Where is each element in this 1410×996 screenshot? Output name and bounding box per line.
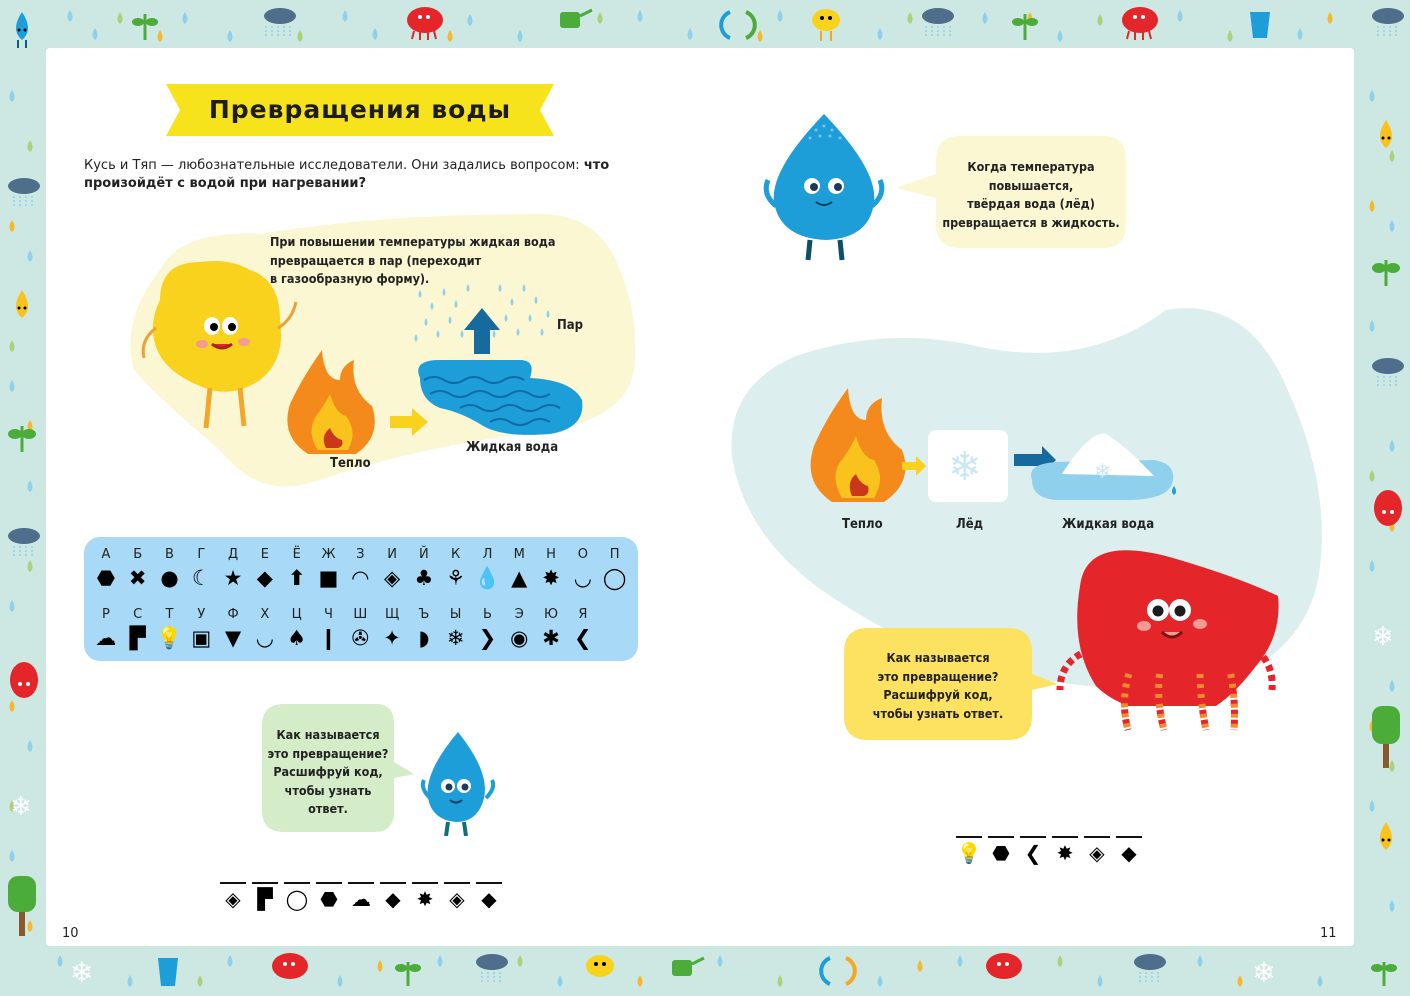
- red-character-legs: [1050, 640, 1280, 740]
- ice-snowflake-icon: ❄: [948, 444, 982, 490]
- cipher-letter: З: [356, 547, 365, 562]
- right-top-line-1: Когда температура: [967, 159, 1095, 174]
- answer-symbol-icon: ❮: [1024, 841, 1042, 865]
- right-top-bubble-text: [936, 158, 1126, 232]
- cipher-symbol-icon: ❯: [478, 626, 497, 650]
- right-top-line-2: повышается,: [988, 177, 1074, 193]
- answer-slot[interactable]: [953, 836, 985, 864]
- cipher-cell: [567, 605, 599, 651]
- cipher-letter: Н: [546, 547, 556, 562]
- cipher-cell: [217, 605, 249, 651]
- cipher-cell: [503, 605, 535, 651]
- cipher-cell: [599, 545, 631, 591]
- cipher-cell: [535, 545, 567, 591]
- cipher-letter: Ы: [449, 607, 462, 622]
- label-heat-left: Тепло: [330, 456, 371, 471]
- right-question-line-4: чтобы узнать ответ.: [872, 705, 1004, 721]
- cipher-cell: [567, 545, 599, 591]
- cipher-symbol-icon: ◉: [510, 626, 529, 650]
- cipher-letter: Л: [482, 547, 493, 562]
- answer-slot[interactable]: [281, 882, 313, 910]
- left-question-line-3: Расшифруй код,: [273, 764, 383, 779]
- cipher-symbol-icon: ☁: [95, 626, 117, 650]
- snowflake-icon-bottom-2: [1252, 956, 1275, 989]
- answer-symbol-icon: ◯: [285, 887, 309, 911]
- answer-symbol-icon: ⬣: [992, 841, 1010, 865]
- cipher-letter: К: [451, 547, 461, 562]
- cipher-letter: Ф: [227, 607, 239, 622]
- cipher-symbol-icon: ❙: [319, 626, 338, 650]
- cipher-cell: [472, 545, 504, 591]
- cipher-cell: [440, 605, 472, 651]
- answer-slot[interactable]: [985, 836, 1017, 864]
- cipher-cell: [535, 605, 567, 651]
- cipher-letter: У: [197, 607, 206, 622]
- cipher-symbol-icon: ▛: [129, 626, 146, 650]
- cipher-symbol-icon: ☾: [191, 566, 211, 590]
- answer-symbol-icon: 💡: [956, 841, 982, 865]
- cipher-cell: [408, 545, 440, 591]
- left-question-line-2: это превращение?: [267, 745, 389, 761]
- glass-icon: [1250, 12, 1270, 38]
- answer-blank-line: [412, 882, 438, 884]
- cipher-symbol-icon: ◡: [256, 626, 273, 650]
- cipher-symbol-icon: ❮: [574, 626, 592, 650]
- cipher-letter: Ь: [483, 607, 492, 622]
- cipher-cell: [440, 545, 472, 591]
- cipher-cell: [122, 545, 154, 591]
- answer-slot[interactable]: [1049, 836, 1081, 864]
- answer-slot[interactable]: [1081, 836, 1113, 864]
- snowflake-icon-left: [10, 792, 32, 822]
- svg-text:❄: ❄: [1094, 459, 1111, 483]
- answer-symbol-icon: ◈: [1089, 841, 1105, 865]
- cipher-cell: [185, 545, 217, 591]
- answer-slot[interactable]: [409, 882, 441, 910]
- cipher-symbol-icon: ✱: [542, 626, 560, 650]
- cipher-cell: [376, 605, 408, 651]
- cipher-symbol-icon: ◠: [352, 566, 369, 590]
- answer-slot[interactable]: [1113, 836, 1145, 864]
- answer-slot[interactable]: [249, 882, 281, 910]
- answer-slot[interactable]: [473, 882, 505, 910]
- cipher-symbol-icon: ▣: [191, 626, 212, 650]
- cipher-letter: Ё: [292, 547, 301, 562]
- cipher-letter: Ж: [321, 547, 336, 562]
- page-number-left: 10: [62, 926, 79, 941]
- answer-slots-left: [217, 882, 505, 910]
- answer-slot[interactable]: [441, 882, 473, 910]
- cipher-symbol-icon: ◆: [256, 566, 273, 590]
- svg-text:❄: ❄: [70, 956, 94, 989]
- cipher-letter: Я: [578, 607, 588, 622]
- cipher-letter: Ц: [291, 607, 302, 622]
- yellow-monster-icon-bottom: [586, 955, 614, 977]
- left-question-text: [262, 726, 394, 819]
- answer-blank-line: [1052, 836, 1078, 838]
- label-liquid-left: Жидкая вода: [466, 440, 559, 455]
- cipher-letter: Е: [260, 547, 269, 562]
- answer-symbol-icon: ◈: [449, 887, 465, 911]
- cipher-symbol-icon: ♠: [287, 626, 307, 650]
- red-monster-icon-bottom: [272, 953, 308, 979]
- intro-plain: Кусь и Тяп — любознательные исследователи. Они задались вопросом:: [84, 158, 584, 173]
- red-monster-icon-bottom-2: [986, 953, 1022, 979]
- answer-blank-line: [252, 882, 278, 884]
- cipher-symbol-icon: ◡: [574, 566, 591, 590]
- cipher-cell: [344, 545, 376, 591]
- cipher-table: [84, 537, 638, 661]
- page-number-right: 11: [1320, 926, 1337, 941]
- cipher-letter: Р: [101, 607, 110, 622]
- cipher-symbol-icon: 💡: [156, 626, 183, 650]
- answer-symbol-icon: ⬣: [320, 887, 338, 911]
- answer-symbol-icon: ◆: [1121, 841, 1137, 865]
- cipher-symbol-icon: ♣: [414, 566, 434, 590]
- cipher-symbol-icon: ⬣: [96, 566, 116, 590]
- glass-icon-bottom: [158, 958, 178, 986]
- cipher-cell: [472, 605, 504, 651]
- svg-text:❄: ❄: [1252, 956, 1276, 989]
- answer-blank-line: [956, 836, 982, 838]
- cipher-letter: Ъ: [418, 607, 430, 622]
- label-liquid-right: Жидкая вода: [1062, 517, 1155, 532]
- cipher-symbol-icon: ◗: [418, 626, 430, 650]
- cipher-letter: Э: [514, 607, 524, 622]
- intro-text: [84, 157, 644, 193]
- cipher-cell: [154, 545, 186, 591]
- red-monster-icon-right: [1374, 490, 1402, 526]
- answer-blank-line: [1020, 836, 1046, 838]
- cipher-cell: [313, 545, 345, 591]
- answer-symbol-icon: ◆: [385, 887, 401, 911]
- answer-blank-line: [1084, 836, 1110, 838]
- cipher-cell: [122, 605, 154, 651]
- cipher-cell: [503, 545, 535, 591]
- cipher-cell: [281, 605, 313, 651]
- svg-text:❄: ❄: [1372, 622, 1394, 652]
- page-title: Превращения воды: [208, 95, 512, 124]
- label-heat-right: Тепло: [842, 517, 883, 532]
- cipher-symbol-icon: ▲: [511, 566, 528, 590]
- snowflake-icon-bottom: [70, 956, 93, 989]
- left-question-line-1: Как называется: [276, 727, 380, 742]
- answer-symbol-icon: ◈: [225, 887, 241, 911]
- cipher-symbol-icon: ✦: [383, 626, 401, 650]
- cipher-cell: [154, 605, 186, 651]
- cipher-letter: И: [387, 547, 397, 562]
- cipher-letter: М: [513, 547, 525, 562]
- cipher-letter: О: [577, 547, 588, 562]
- svg-text:❄: ❄: [10, 792, 32, 822]
- left-question-line-4: чтобы узнать: [284, 782, 372, 798]
- answer-slot[interactable]: [377, 882, 409, 910]
- cipher-letter: Й: [419, 547, 429, 562]
- cipher-cell: [249, 545, 281, 591]
- cipher-letter: Ш: [353, 607, 368, 622]
- cipher-cell: [313, 605, 345, 651]
- answer-slot[interactable]: [345, 882, 377, 910]
- right-question-text: [848, 649, 1028, 723]
- cipher-letter: П: [609, 547, 620, 562]
- cipher-symbol-icon: ❄: [446, 626, 465, 650]
- cipher-row-2: [90, 605, 599, 651]
- cipher-letter: Д: [228, 547, 239, 562]
- left-bubble-line-1: При повышении температуры жидкая вода: [270, 234, 556, 249]
- answer-blank-line: [316, 882, 342, 884]
- cipher-row-1: [90, 545, 631, 591]
- answer-blank-line: [220, 882, 246, 884]
- small-blue-drop-character: [423, 732, 493, 836]
- cipher-letter: В: [165, 547, 174, 562]
- cipher-cell: [408, 605, 440, 651]
- right-question-line-3: Расшифруй код,: [883, 687, 993, 702]
- answer-blank-line: [444, 882, 470, 884]
- cipher-letter: Ч: [324, 607, 333, 622]
- answer-blank-line: [348, 882, 374, 884]
- cipher-cell: [249, 605, 281, 651]
- cipher-cell: [90, 605, 122, 651]
- cipher-letter: С: [133, 607, 143, 622]
- cipher-cell: [90, 545, 122, 591]
- cipher-symbol-icon: ◈: [383, 566, 401, 590]
- answer-blank-line: [476, 882, 502, 884]
- left-question-line-5: ответ.: [308, 801, 348, 816]
- cipher-cell: [185, 605, 217, 651]
- snowflake-icon-right: [1372, 622, 1394, 652]
- left-bubble-text: [270, 233, 555, 289]
- answer-blank-line: [284, 882, 310, 884]
- cipher-letter: А: [101, 547, 111, 562]
- big-blue-drop-character: [766, 114, 882, 260]
- right-question-line-2: это превращение?: [877, 668, 999, 684]
- cipher-letter: Ю: [544, 607, 559, 622]
- cipher-letter: Щ: [384, 607, 400, 622]
- cipher-symbol-icon: 💧: [474, 566, 501, 590]
- cipher-symbol-icon: ✖: [128, 566, 147, 590]
- cipher-symbol-icon: ⬆: [287, 566, 306, 590]
- answer-blank-line: [988, 836, 1014, 838]
- cipher-symbol-icon: ■: [318, 566, 339, 590]
- cipher-cell: [217, 545, 249, 591]
- cipher-symbol-icon: ◯: [602, 566, 627, 590]
- cipher-symbol-icon: ✇: [351, 626, 370, 650]
- answer-blank-line: [1116, 836, 1142, 838]
- answer-symbol-icon: ✸: [416, 887, 434, 911]
- label-ice: Лёд: [956, 517, 984, 532]
- cipher-letter: Х: [260, 607, 270, 622]
- cipher-letter: Г: [197, 547, 206, 562]
- answer-blank-line: [380, 882, 406, 884]
- cipher-letter: Б: [133, 547, 143, 562]
- right-top-line-4: превращается в жидкость.: [942, 214, 1120, 230]
- cipher-cell: [281, 545, 313, 591]
- left-bubble-line-3: в газообразную форму).: [270, 271, 430, 286]
- answer-symbol-icon: ☁: [351, 887, 371, 911]
- answer-slots-right: [953, 836, 1145, 864]
- cipher-symbol-icon: ●: [160, 566, 179, 590]
- cipher-letter: Т: [165, 607, 174, 622]
- left-bubble-line-2: превращается в пар (переходит: [270, 252, 482, 268]
- cipher-symbol-icon: ✸: [542, 566, 560, 590]
- red-monster-icon-left: [10, 662, 38, 698]
- answer-symbol-icon: ◆: [481, 887, 497, 911]
- right-question-line-1: Как называется: [886, 650, 990, 665]
- cipher-cell: [376, 545, 408, 591]
- cipher-symbol-icon: ★: [223, 566, 243, 590]
- answer-symbol-icon: ✸: [1056, 841, 1074, 865]
- answer-slot[interactable]: [217, 882, 249, 910]
- cipher-cell: [344, 605, 376, 651]
- label-steam: Пар: [557, 318, 584, 333]
- cipher-symbol-icon: ▼: [225, 626, 242, 650]
- answer-slot[interactable]: [1017, 836, 1049, 864]
- intro-bold: что произойдёт с водой при нагревании?: [84, 158, 610, 191]
- answer-symbol-icon: ▛: [257, 887, 273, 911]
- cipher-symbol-icon: ⚘: [446, 566, 466, 590]
- right-top-line-3: твёрдая вода (лёд): [967, 196, 1095, 211]
- answer-slot[interactable]: [313, 882, 345, 910]
